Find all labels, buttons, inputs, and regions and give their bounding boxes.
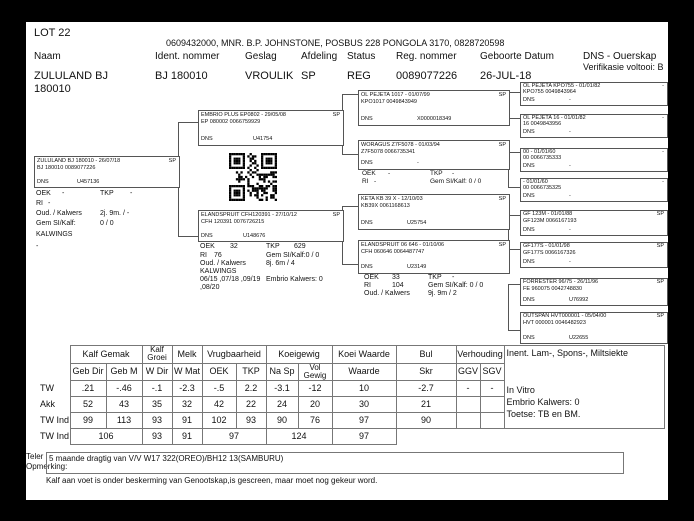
pedigree-dd-dns: U23149 [407,264,427,270]
dam-embrio: Embrio Kalwers: 0 [266,276,323,283]
pedigree-self-line1: ZULULAND BJ 180010 - 26/07/18 [37,158,121,164]
pedigree-dam-dns: U148676 [243,233,266,239]
pedigree-dd-line1: ELANDSPRUIT 06 646 - 01/10/06 [361,242,445,248]
pedigree-dam-line2: CFH 120391 0076726215 [201,219,265,225]
pedigree-sire-line1: EMBRIO PLUS EP0802 - 29/05/08 [201,112,286,118]
self-kalwings-label: KALWINGS [36,231,73,238]
self-ri-label: RI [36,200,43,207]
pedigree-dd-line2: CFH 060646 0064487747 [361,249,425,255]
cell: 113 [106,412,142,428]
animal-reg: 0089077226 [396,70,458,82]
animal-dob: 26-JUL-18 [480,70,532,82]
pedigree-g3-5 [520,210,668,236]
cell: 91 [172,428,202,444]
g3-2-dns-label: DNS [523,129,535,135]
g3-8-division: SP [656,313,664,319]
col-header: Geb M [106,363,142,380]
ebv-table [40,345,665,445]
cell: 93 [142,412,172,428]
col-header: Waarde [332,363,396,380]
group-bull: Bul [396,346,456,364]
cell [480,396,504,412]
pedigree-sire-line2: EP 080002 0066759929 [201,119,261,125]
cell: -12 [298,380,332,396]
animal-ident: BJ 180010 [155,70,208,82]
notes-label-1: Teler [26,452,44,461]
dd-oek-value: 33 [392,274,400,281]
self-gem-label: Gem SI/Kalf: [36,220,76,227]
cell: -3.1 [266,380,298,396]
pedigree-sire-box [198,110,344,146]
group-cow-value: Koei Waarde [332,346,396,364]
dd-ri-label: RI [364,282,371,289]
dam-ri-value: 76 [214,252,222,259]
g3-8-line1: OUTSPAN HVT000001 - 05/04/00 [523,313,607,319]
pedigree-ss-line1: OL PEJETA 1017 - 01/07/99 [361,92,430,98]
pedigree-ss-box [358,90,510,126]
group-ratio: Verhouding [456,346,504,364]
g3-3-division: - [662,149,664,155]
group-calving-ease: Kalf Gemak [70,346,142,364]
cell: 32 [172,396,202,412]
group-growth: Kalf Groei [142,346,172,364]
g3-4-line2: 00 0066735325 [523,185,562,191]
pedigree-sd-line1: WORAGUS Z7F5078 - 01/03/94 [361,142,440,148]
pedigree-g3-8 [520,312,668,344]
pedigree-sd-dns-label: DNS [361,160,373,166]
cell: 10 [332,380,396,396]
breeder-info: 0609432000, MNR. B.P. JOHNSTONE, POSBUS 228 PONGOLA 3170, 0828720598 [166,38,505,48]
pedigree-g3-6 [520,242,668,268]
pedigree-dd-dns-label: DNS [361,264,373,270]
cell [456,396,480,412]
dam-tkp-value: 629 [294,243,306,250]
cell: 97 [332,428,396,444]
side-invitro: In Vitro [506,385,535,395]
group-fertility: Vrugbaarheid [202,346,266,364]
cell: 106 [70,428,142,444]
header-dns: DNS - Ouerskap [583,51,657,62]
dam-tkp-label: TKP [266,243,280,250]
g3-6-line2: GF177S 0066167326 [523,250,576,256]
g3-1-division: - [662,83,664,89]
qr-code [229,153,277,201]
pedigree-ss-dns-label: DNS [361,116,373,122]
pedigree-ss-dns: X0000018349 [417,116,452,122]
self-ri-value: - [48,200,51,207]
cell: 52 [70,396,106,412]
header-verification: Verifikasie voltooi: B [583,62,664,72]
pedigree-sire-dns: U41754 [253,136,273,142]
sd-tkp-label: TKP [430,170,443,177]
g3-2-line2: 16 0049843956 [523,121,562,127]
lot-number: LOT 22 [34,27,71,39]
header-gender: Geslag [245,51,277,62]
dd-ri-value: 104 [392,282,404,289]
dam-ri-label: RI [200,252,207,259]
g3-5-division: SP [656,211,664,217]
g3-4-dns-label: DNS [523,193,535,199]
animal-status: REG [347,70,371,82]
side-embrio: Embrio Kalwers: 0 [506,397,580,407]
dam-gem: Gem SI/Kalf:0 / 0 [266,252,320,259]
self-oek-value: - [62,190,65,197]
cell: 102 [202,412,236,428]
g3-6-line1: GF177S - 01/01/98 [523,243,570,249]
animal-name-1: ZULULAND BJ [34,70,108,82]
dam-calvings-1: 06/15 ,07/18 ,09/19 [200,276,261,283]
cell: - [456,380,480,396]
self-oek-label: OEK [36,190,51,197]
row-label: TW Ind [40,414,70,425]
pedigree-ds-line1: KETA KB 39 X - 12/10/03 [361,196,423,202]
cell: 93 [236,412,266,428]
header-division: Afdeling [301,51,338,62]
pedigree-self-box [34,156,180,188]
cell: 97 [332,412,396,428]
cell: 76 [298,412,332,428]
pedigree-ss-line2: KPO1017 0049843949 [361,99,417,105]
pedigree-dam-division: SP [332,212,340,218]
cell: 90 [396,412,456,428]
cell: 35 [142,396,172,412]
g3-5-dns: - [569,227,571,233]
pedigree-dam-box [198,210,344,242]
catalogue-sheet [26,22,668,500]
dam-calvings-2: ,08/20 [200,284,220,291]
pedigree-ds-line2: KB39X 0061168613 [361,203,410,209]
pedigree-sd-line2: Z7F5078 0066735341 [361,149,416,155]
col-header: Vol Gewig [298,363,332,380]
animal-gender: VROULIK [245,70,294,82]
col-header: Skr [396,363,456,380]
g3-2-division: - [662,115,664,121]
cell: 97 [202,428,266,444]
pedigree-sd-box [358,140,510,170]
sd-ri-value: - [374,178,377,185]
row-label: Akk [40,398,56,409]
g3-1-dns: - [569,97,571,103]
cell: 90 [266,412,298,428]
dd-tkp-label: TKP [428,274,442,281]
pedigree-g3-7 [520,278,668,306]
g3-6-dns-label: DNS [523,259,535,265]
g3-3-line2: 00 0066735333 [523,155,562,161]
col-header: W Dir [142,363,172,380]
cell: -2.3 [172,380,202,396]
pedigree-g3-4 [520,178,668,202]
g3-6-division: SP [656,243,664,249]
g3-6-dns: - [569,259,571,265]
group-cow-weight: Koeigewig [266,346,332,364]
pedigree-sd-dns: - [417,160,419,166]
footer-note: Kalf aan voet is onder beskerming van Genootskap,is gescreen, maar moet nog gekeur word. [46,476,378,485]
col-header: GGV [456,363,480,380]
g3-8-line2: HVT 000001 0046482923 [523,320,586,326]
cell: 124 [266,428,332,444]
header-ident: Ident. nommer [155,51,220,62]
group-milk: Melk [172,346,202,364]
cell: 99 [70,412,106,428]
col-header: OEK [202,363,236,380]
table-row [40,428,664,444]
side-panel [504,346,664,429]
dd-gem: Gem SI/Kalf: 0 / 0 [428,282,484,289]
g3-1-line1: OL PEJETA KPO755 - 01/01/82 [523,83,601,89]
self-age-label: Oud. / Kalwers [36,210,82,217]
cell: 91 [172,412,202,428]
g3-3-line1: 00 - 01/01/60 [523,149,556,155]
pedigree-self-line2: BJ 180010 0089077226 [37,165,96,171]
cell: -.5 [202,380,236,396]
animal-name-2: 180010 [34,83,71,95]
pedigree-self-dns-label: DNS [37,179,49,185]
g3-5-line1: GF 123M - 01/01/88 [523,211,573,217]
self-tkp-value: - [130,190,133,197]
g3-5-line2: GF123M 0066167193 [523,218,577,224]
cell: 42 [202,396,236,412]
self-kalwings-value: - [36,243,39,250]
notes-box [46,452,624,474]
g3-7-dns: U76992 [569,297,589,303]
pedigree-g3-1 [520,82,668,106]
g3-8-dns-label: DNS [523,335,535,341]
g3-5-dns-label: DNS [523,227,535,233]
dam-age-value: 8j. 6m / 4 [266,260,295,267]
dam-oek-label: OEK [200,243,215,250]
g3-1-line2: KPO755 0049843964 [523,89,576,95]
side-header: Inent. Lam-, Spons-, Miltsiekte [506,348,629,358]
g3-7-dns-label: DNS [523,297,535,303]
pedigree-self-division: SP [168,158,176,164]
g3-1-dns-label: DNS [523,97,535,103]
g3-3-dns: - [569,163,571,169]
cell: 43 [106,396,142,412]
col-header: TKP [236,363,266,380]
sd-gem: Gem SI/Kalf: 0 / 0 [430,178,482,185]
pedigree-ds-dns-label: DNS [361,220,373,226]
row-label: TW [40,382,54,393]
dd-tkp-value: - [452,274,455,281]
dam-oek-value: 32 [230,243,238,250]
g3-4-line1: - 01/01/60 [523,179,548,185]
col-header: W Mat [172,363,202,380]
g3-7-line1: FORRESTER 96/75 - 26/11/96 [523,279,599,285]
pedigree-dd-box [358,240,510,274]
g3-4-division: - [662,179,664,185]
cell: 20 [298,396,332,412]
g3-2-line1: OL PEJETA 16 - 01/01/82 [523,115,586,121]
pedigree-sire-dns-label: DNS [201,136,213,142]
row-label: TW Ind [40,430,70,441]
g3-7-line2: FE 960075 0042748830 [523,286,583,292]
cell: .21 [70,380,106,396]
pedigree-ds-dns: U25754 [407,220,427,226]
pedigree-dam-dns-label: DNS [201,233,213,239]
cell: - [480,380,504,396]
cell: 2.2 [236,380,266,396]
pedigree-sire-division: SP [332,112,340,118]
pedigree-g3-3 [520,148,668,172]
dd-age-label: Oud. / Kalwers [364,290,410,297]
cell: -.1 [142,380,172,396]
cell: 22 [236,396,266,412]
cell: -2.7 [396,380,456,396]
pedigree-dd-division: SP [498,242,506,248]
self-age-value: 2j. 9m. / - [100,210,130,217]
pedigree-g3-2 [520,114,668,138]
cell: 93 [142,428,172,444]
pedigree-ds-division: SP [498,196,506,202]
dd-age-value: 9j. 9m / 2 [428,290,457,297]
notes-label-2: Opmerking: [26,462,68,471]
sd-tkp-value: - [452,170,455,177]
sd-ri-label: RI [362,178,369,185]
dam-kalwings-label: KALWINGS [200,268,237,275]
notes-text: 5 maande dragtig van V/V W17 322(OREO)/BH12 13(SAMBURU) [49,454,284,463]
cell [456,412,480,428]
header-dob: Geboorte Datum [480,51,554,62]
side-tests: Toetse: TB en BM. [506,409,581,419]
pedigree-ds-box [358,194,510,230]
pedigree-self-dns: U457136 [77,179,100,185]
col-header: SGV [480,363,504,380]
cell: 21 [396,396,456,412]
cell: 30 [332,396,396,412]
g3-2-dns: - [569,129,571,135]
g3-7-division: SP [656,279,664,285]
g3-4-dns: - [569,193,571,199]
col-header: Geb Dir [70,363,106,380]
dam-age-label: Oud. / Kalwers [200,260,246,267]
pedigree-dam-line1: ELANDSPRUIT CFH120391 - 27/10/12 [201,212,297,218]
cell [480,412,504,428]
col-header: Na Sp [266,363,298,380]
dd-oek-label: OEK [364,274,379,281]
g3-3-dns-label: DNS [523,163,535,169]
pedigree-sd-division: SP [498,142,506,148]
header-name: Naam [34,51,61,62]
sd-oek-value: - [388,170,391,177]
cell: 24 [266,396,298,412]
header-reg: Reg. nommer [396,51,457,62]
animal-division: SP [301,70,316,82]
sd-oek-label: OEK [362,170,376,177]
self-tkp-label: TKP [100,190,114,197]
g3-8-dns: U22655 [569,335,589,341]
header-status: Status [347,51,376,62]
self-gem-value: 0 / 0 [100,220,114,227]
cell: -.46 [106,380,142,396]
pedigree-ss-division: SP [498,92,506,98]
